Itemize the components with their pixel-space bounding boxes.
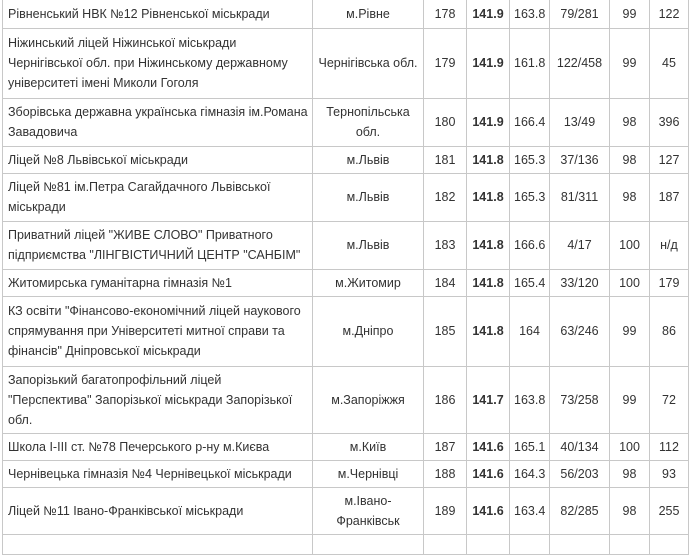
table-row [3, 366, 689, 433]
school-name-cell: Ліцей №8 Львівської міськради [3, 146, 313, 173]
count-cell: 45 [650, 28, 689, 98]
empty-cell [610, 534, 650, 554]
table-row [3, 0, 689, 28]
empty-cell [3, 534, 313, 554]
empty-cell [313, 534, 424, 554]
avg-score-cell: 164 [510, 296, 550, 366]
rank-cell: 182 [424, 173, 467, 221]
region-cell: м.Львів [313, 173, 424, 221]
score-cell: 141.9 [467, 98, 510, 146]
count-cell: 93 [650, 460, 689, 487]
school-name-cell: Ніжинський ліцей Ніжинської міськради Чернігівської обл. при Ніжинському державному університеті імені Миколи Гоголя [3, 28, 313, 98]
region-cell: м.Київ [313, 433, 424, 460]
empty-cell [424, 534, 467, 554]
avg-score-cell: 166.6 [510, 221, 550, 269]
region-cell: Чернігівська обл. [313, 28, 424, 98]
region-cell: м.Житомир [313, 269, 424, 296]
rank-cell: 185 [424, 296, 467, 366]
rank-cell: 180 [424, 98, 467, 146]
school-name-cell: КЗ освіти "Фінансово-економічний ліцей наукового спрямування при Університеті митної справи та фінансів" Дніпровської міськради [3, 296, 313, 366]
percent-cell: 100 [610, 221, 650, 269]
percent-cell: 99 [610, 0, 650, 28]
table-row [3, 28, 689, 98]
percent-cell: 98 [610, 487, 650, 534]
avg-score-cell: 161.8 [510, 28, 550, 98]
rank-cell: 188 [424, 460, 467, 487]
score-cell: 141.6 [467, 433, 510, 460]
tests-cell: 63/246 [550, 296, 610, 366]
score-cell: 141.7 [467, 366, 510, 433]
count-cell: 72 [650, 366, 689, 433]
count-cell: 122 [650, 0, 689, 28]
count-cell: 112 [650, 433, 689, 460]
avg-score-cell: 163.4 [510, 487, 550, 534]
score-cell: 141.8 [467, 296, 510, 366]
percent-cell: 99 [610, 296, 650, 366]
table-row [3, 296, 689, 366]
school-name-cell: Приватний ліцей "ЖИВЕ СЛОВО" Приватного підприємства "ЛІНГВІСТИЧНИЙ ЦЕНТР "САНБІМ" [3, 221, 313, 269]
tests-cell: 73/258 [550, 366, 610, 433]
region-cell: м.Рівне [313, 0, 424, 28]
tests-cell: 37/136 [550, 146, 610, 173]
count-cell: 86 [650, 296, 689, 366]
percent-cell: 100 [610, 269, 650, 296]
avg-score-cell: 163.8 [510, 0, 550, 28]
empty-cell [467, 534, 510, 554]
percent-cell: 98 [610, 146, 650, 173]
tests-cell: 122/458 [550, 28, 610, 98]
count-cell: 127 [650, 146, 689, 173]
table-row [3, 173, 689, 221]
school-name-cell: Ліцей №81 ім.Петра Сагайдачного Львівської міськради [3, 173, 313, 221]
avg-score-cell: 164.3 [510, 460, 550, 487]
tests-cell: 56/203 [550, 460, 610, 487]
table-row [3, 460, 689, 487]
region-cell: м.Запоріжжя [313, 366, 424, 433]
score-cell: 141.9 [467, 28, 510, 98]
empty-cell [510, 534, 550, 554]
tests-cell: 40/134 [550, 433, 610, 460]
percent-cell: 98 [610, 460, 650, 487]
count-cell: 255 [650, 487, 689, 534]
score-cell: 141.9 [467, 0, 510, 28]
school-name-cell: Чернівецька гімназія №4 Чернівецької міськради [3, 460, 313, 487]
rank-cell: 189 [424, 487, 467, 534]
score-cell: 141.8 [467, 221, 510, 269]
avg-score-cell: 165.3 [510, 146, 550, 173]
avg-score-cell: 165.3 [510, 173, 550, 221]
school-ranking-table [2, 0, 689, 555]
region-cell: м.Дніпро [313, 296, 424, 366]
percent-cell: 98 [610, 173, 650, 221]
empty-cell [650, 534, 689, 554]
region-cell: Тернопільська обл. [313, 98, 424, 146]
school-name-cell: Рівненський НВК №12 Рівненської міськради [3, 0, 313, 28]
table-row [3, 146, 689, 173]
rank-cell: 181 [424, 146, 467, 173]
percent-cell: 99 [610, 366, 650, 433]
region-cell: м.Івано-Франківськ [313, 487, 424, 534]
avg-score-cell: 165.4 [510, 269, 550, 296]
tests-cell: 82/285 [550, 487, 610, 534]
region-cell: м.Львів [313, 221, 424, 269]
school-name-cell: Зборівська державна українська гімназія ім.Романа Завадовича [3, 98, 313, 146]
percent-cell: 100 [610, 433, 650, 460]
table-body [3, 0, 689, 554]
rank-cell: 179 [424, 28, 467, 98]
tests-cell: 33/120 [550, 269, 610, 296]
school-name-cell: Ліцей №11 Івано-Франківської міськради [3, 487, 313, 534]
percent-cell: 98 [610, 98, 650, 146]
table-row [3, 433, 689, 460]
table-row [3, 487, 689, 534]
rank-cell: 178 [424, 0, 467, 28]
count-cell: 179 [650, 269, 689, 296]
score-cell: 141.6 [467, 460, 510, 487]
count-cell: н/д [650, 221, 689, 269]
school-name-cell: Житомирська гуманітарна гімназія №1 [3, 269, 313, 296]
score-cell: 141.8 [467, 146, 510, 173]
tests-cell: 13/49 [550, 98, 610, 146]
avg-score-cell: 165.1 [510, 433, 550, 460]
avg-score-cell: 166.4 [510, 98, 550, 146]
tests-cell: 4/17 [550, 221, 610, 269]
school-name-cell: Запорізький багатопрофільний ліцей "Перспектива" Запорізької міськради Запорізької обл. [3, 366, 313, 433]
avg-score-cell: 163.8 [510, 366, 550, 433]
score-cell: 141.6 [467, 487, 510, 534]
rank-cell: 184 [424, 269, 467, 296]
table-row [3, 221, 689, 269]
tests-cell: 79/281 [550, 0, 610, 28]
count-cell: 187 [650, 173, 689, 221]
tests-cell: 81/311 [550, 173, 610, 221]
rank-cell: 186 [424, 366, 467, 433]
table-row [3, 98, 689, 146]
school-name-cell: Школа І-ІІІ ст. №78 Печерського р-ну м.Києва [3, 433, 313, 460]
score-cell: 141.8 [467, 173, 510, 221]
score-cell: 141.8 [467, 269, 510, 296]
rank-cell: 183 [424, 221, 467, 269]
region-cell: м.Львів [313, 146, 424, 173]
empty-cell [550, 534, 610, 554]
table-row-partial [3, 534, 689, 554]
percent-cell: 99 [610, 28, 650, 98]
region-cell: м.Чернівці [313, 460, 424, 487]
count-cell: 396 [650, 98, 689, 146]
table-row [3, 269, 689, 296]
rank-cell: 187 [424, 433, 467, 460]
